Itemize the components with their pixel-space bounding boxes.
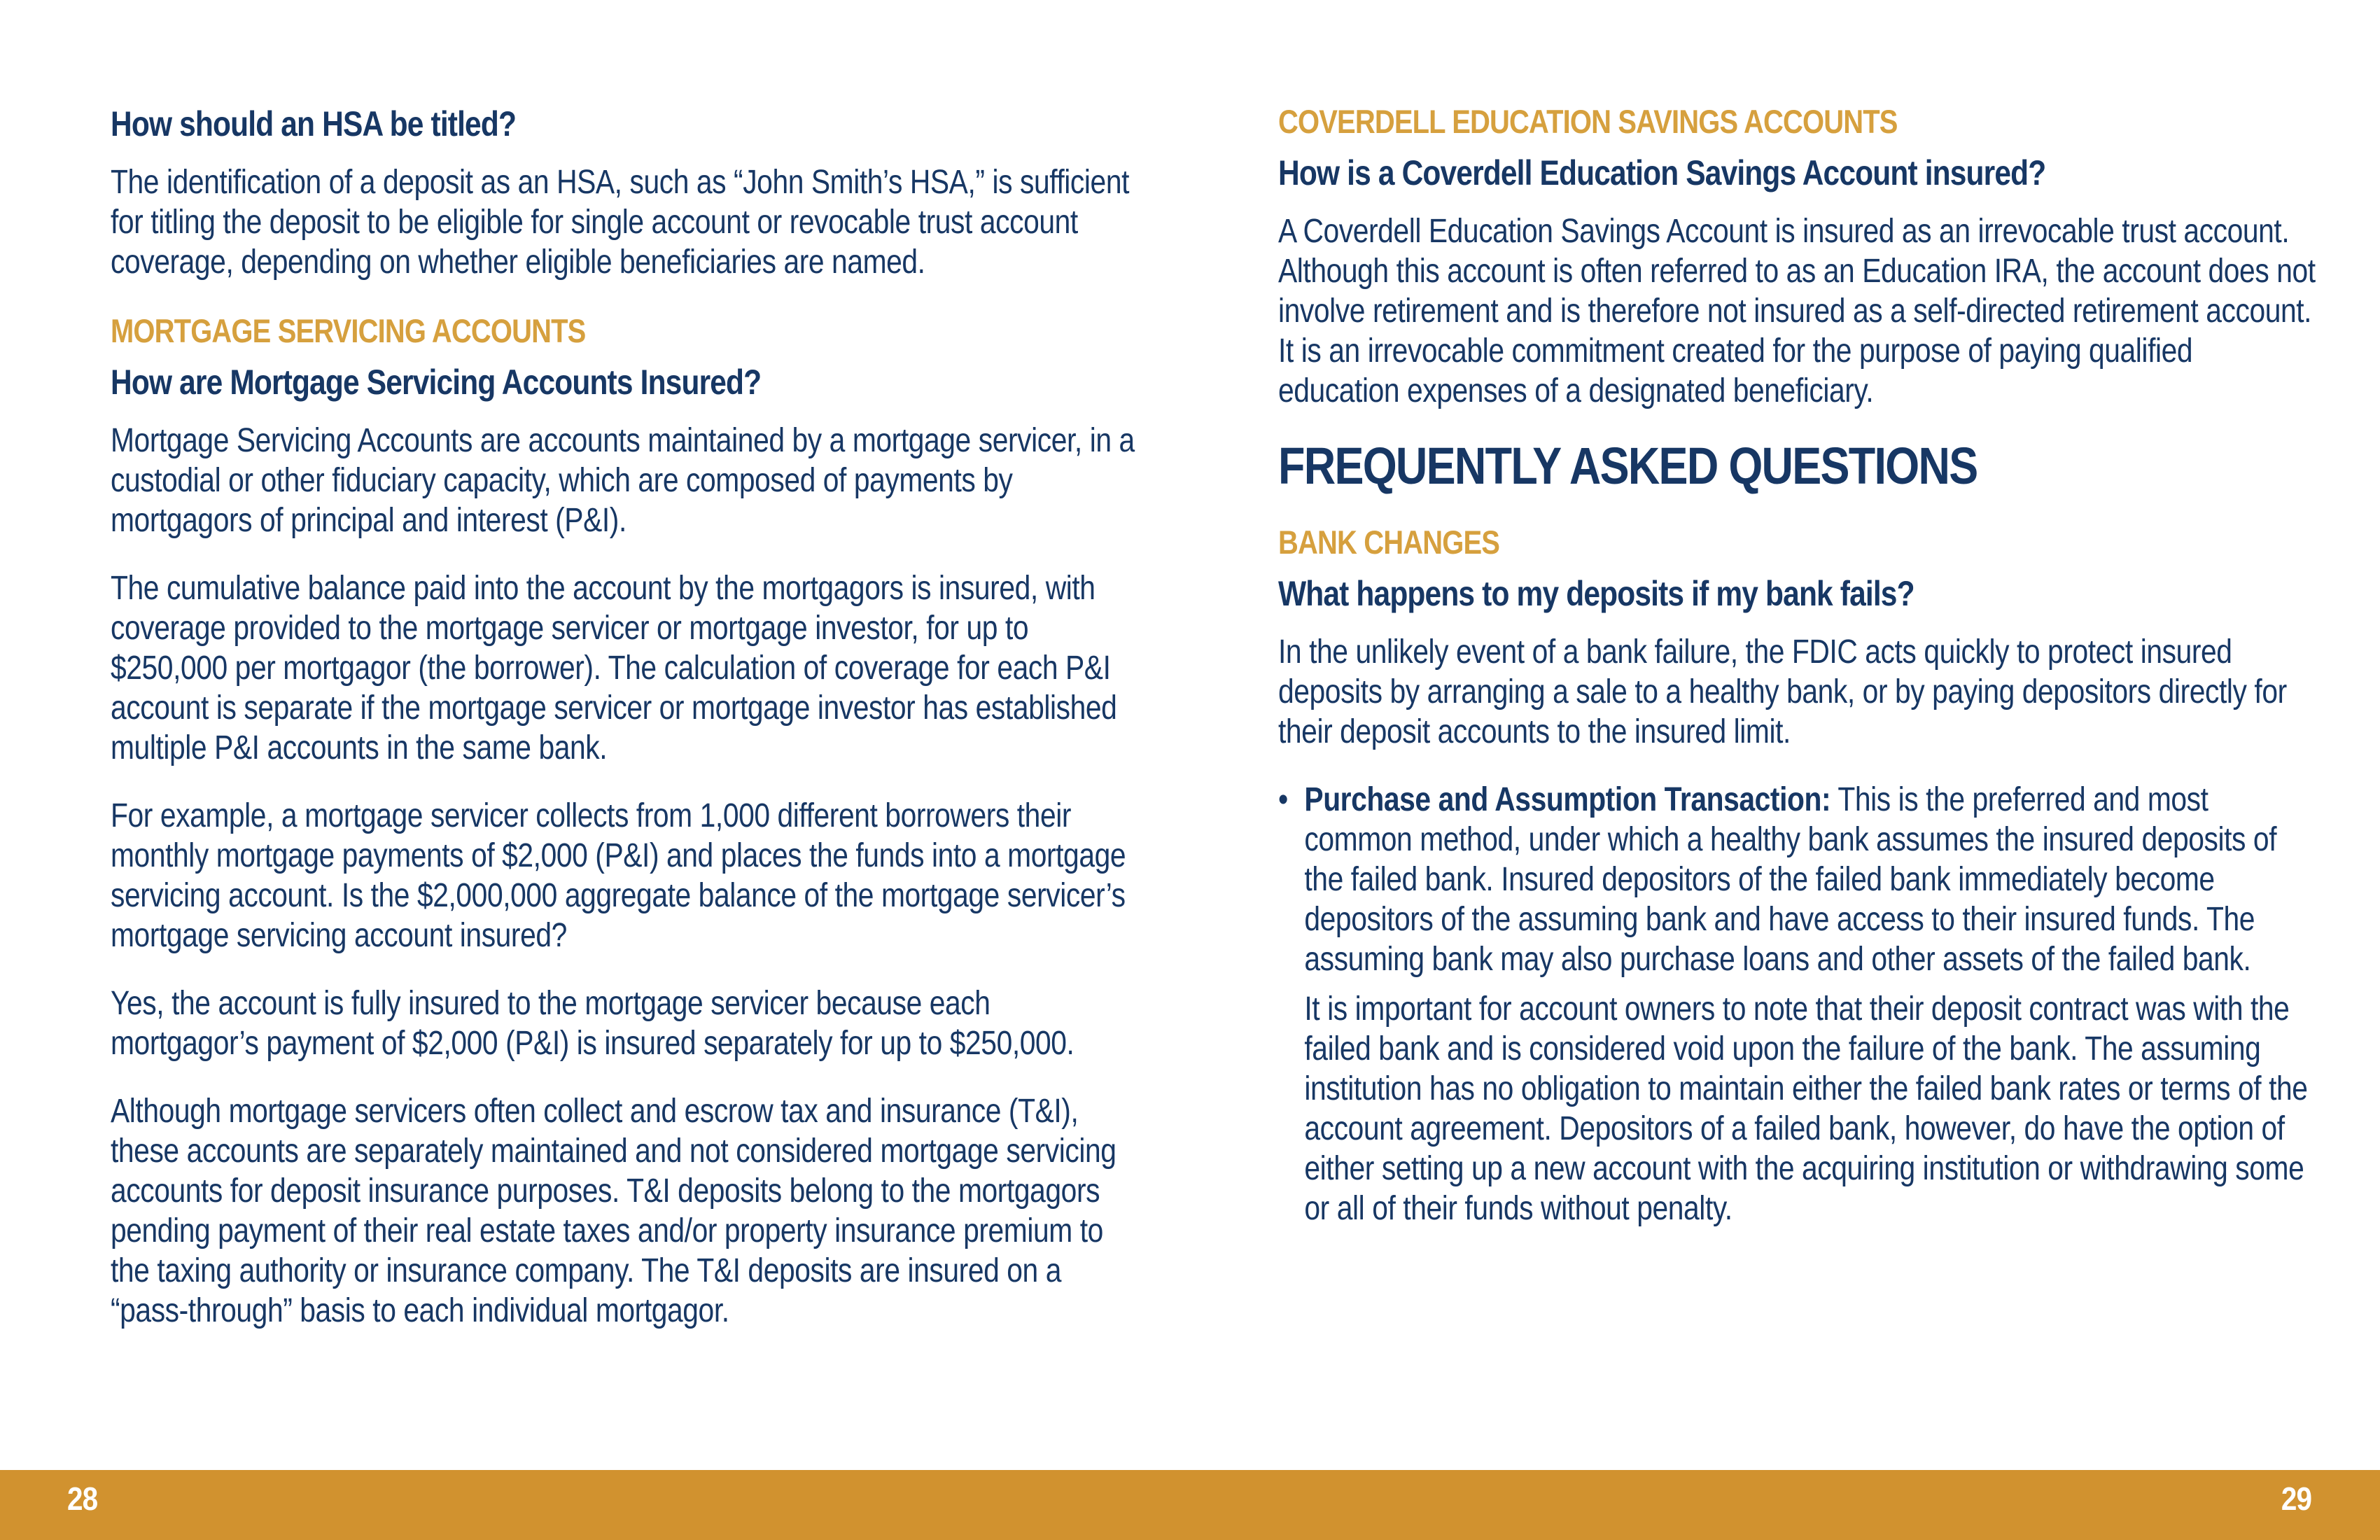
mortgage-servicing-section-heading: MORTGAGE SERVICING ACCOUNTS — [111, 312, 586, 349]
page-number-left: 28 — [67, 1480, 98, 1517]
bullet-followup-paragraph: It is important for account owners to note that their deposit contract was with the failed bank and is considered void upon the failure of the bank. The assuming institution has no obligation to maintain either the failed bank rates or terms of the account agreement. Depositors of a failed bank, however, do have the option of either setting up a new account with the acquiring institution or withdrawing some or all of their funds without penalty. — [1304, 990, 2308, 1227]
bullet-text — [1304, 780, 2316, 979]
msa-paragraph: Although mortgage servicers often collect and escrow tax and insurance (T&I), these accounts are separately maintained and not considered mortgage servicing accounts for deposit insurance purposes. T&I deposits belong to the mortgagors pending payment of their real estate taxes and/or property insurance premium to the taxing authority or insurance company. The T&I deposits are insured on a “pass-through” basis to each individual mortgagor. — [111, 1093, 1116, 1329]
msa-question-heading: How are Mortgage Servicing Accounts Insured? — [111, 363, 762, 402]
bullet-body: This is the preferred and most common method, under which a healthy bank assumes the insured deposits of the failed bank. Insured depositors of the failed bank immediately become depositors of the assuming bank and have access to their insured funds. The assuming bank may also purchase loans and other assets of the failed bank. — [1304, 781, 2277, 978]
bank-fail-answer-paragraph: In the unlikely event of a bank failure, the FDIC acts quickly to protect insured deposits by arranging a sale to a healthy bank, or by paying depositors directly for their deposit accounts to the insured limit. — [1278, 634, 2287, 750]
page-number-right: 29 — [2281, 1480, 2311, 1517]
bank-changes-section-heading: BANK CHANGES — [1278, 524, 1500, 561]
bullet-marker: • — [1278, 781, 1289, 818]
msa-paragraph: Mortgage Servicing Accounts are accounts maintained by a mortgage servicer, in a custodial or other fiduciary capacity, which are composed of payments by mortgagors of principal and interest (P&I). — [111, 422, 1135, 539]
msa-paragraph: For example, a mortgage servicer collects from 1,000 different borrowers their monthly mortgage payments of $2,000 (P&I) and places the funds into a mortgage servicing account. Is the $2,000,000 aggregate balance of the mortgage servicer’s mortgage servicing account insured? — [111, 797, 1126, 954]
coverdell-answer-paragraph: A Coverdell Education Savings Account is insured as an irrevocable trust account. Although this account is often referred to as an Education IRA, the account does not involve retirement and is therefore not insured as a self-directed retirement account. It is an irrevocable commitment created for the purpose of paying qualified education expenses of a designated beneficiary. — [1278, 213, 2316, 410]
faq-title: FREQUENTLY ASKED QUESTIONS — [1278, 437, 1977, 495]
purchase-assumption-bullet — [1278, 780, 2316, 979]
bank-fail-question-heading: What happens to my deposits if my bank fails? — [1278, 574, 1914, 613]
coverdell-question-heading: How is a Coverdell Education Savings Account insured? — [1278, 153, 2046, 192]
msa-paragraph: The cumulative balance paid into the account by the mortgagors is insured, with coverage provided to the mortgage servicer or mortgage investor, for up to $250,000 per mortgagor (the borrower). The calculation of coverage for each P&I account is separate if the mortgage servicer or mortgage investor has established multiple P&I accounts in the same bank. — [111, 570, 1117, 766]
left-page-column — [111, 104, 1137, 1359]
msa-paragraph: Yes, the account is fully insured to the mortgage servicer because each mortgagor’s payment of $2,000 (P&I) is insured separately for up to $250,000. — [111, 985, 1074, 1062]
footer-bar — [0, 1470, 2380, 1540]
right-page-column — [1278, 104, 2316, 1228]
hsa-answer-paragraph: The identification of a deposit as an HSA, such as “John Smith’s HSA,” is sufficient for titling the deposit to be eligible for single account or revocable trust account coverage, depending on whether eligible beneficiaries are named. — [111, 164, 1130, 281]
hsa-question-heading: How should an HSA be titled? — [111, 104, 517, 144]
coverdell-section-heading: COVERDELL EDUCATION SAVINGS ACCOUNTS — [1278, 103, 1898, 140]
bullet-label: Purchase and Assumption Transaction: — [1304, 781, 1831, 818]
